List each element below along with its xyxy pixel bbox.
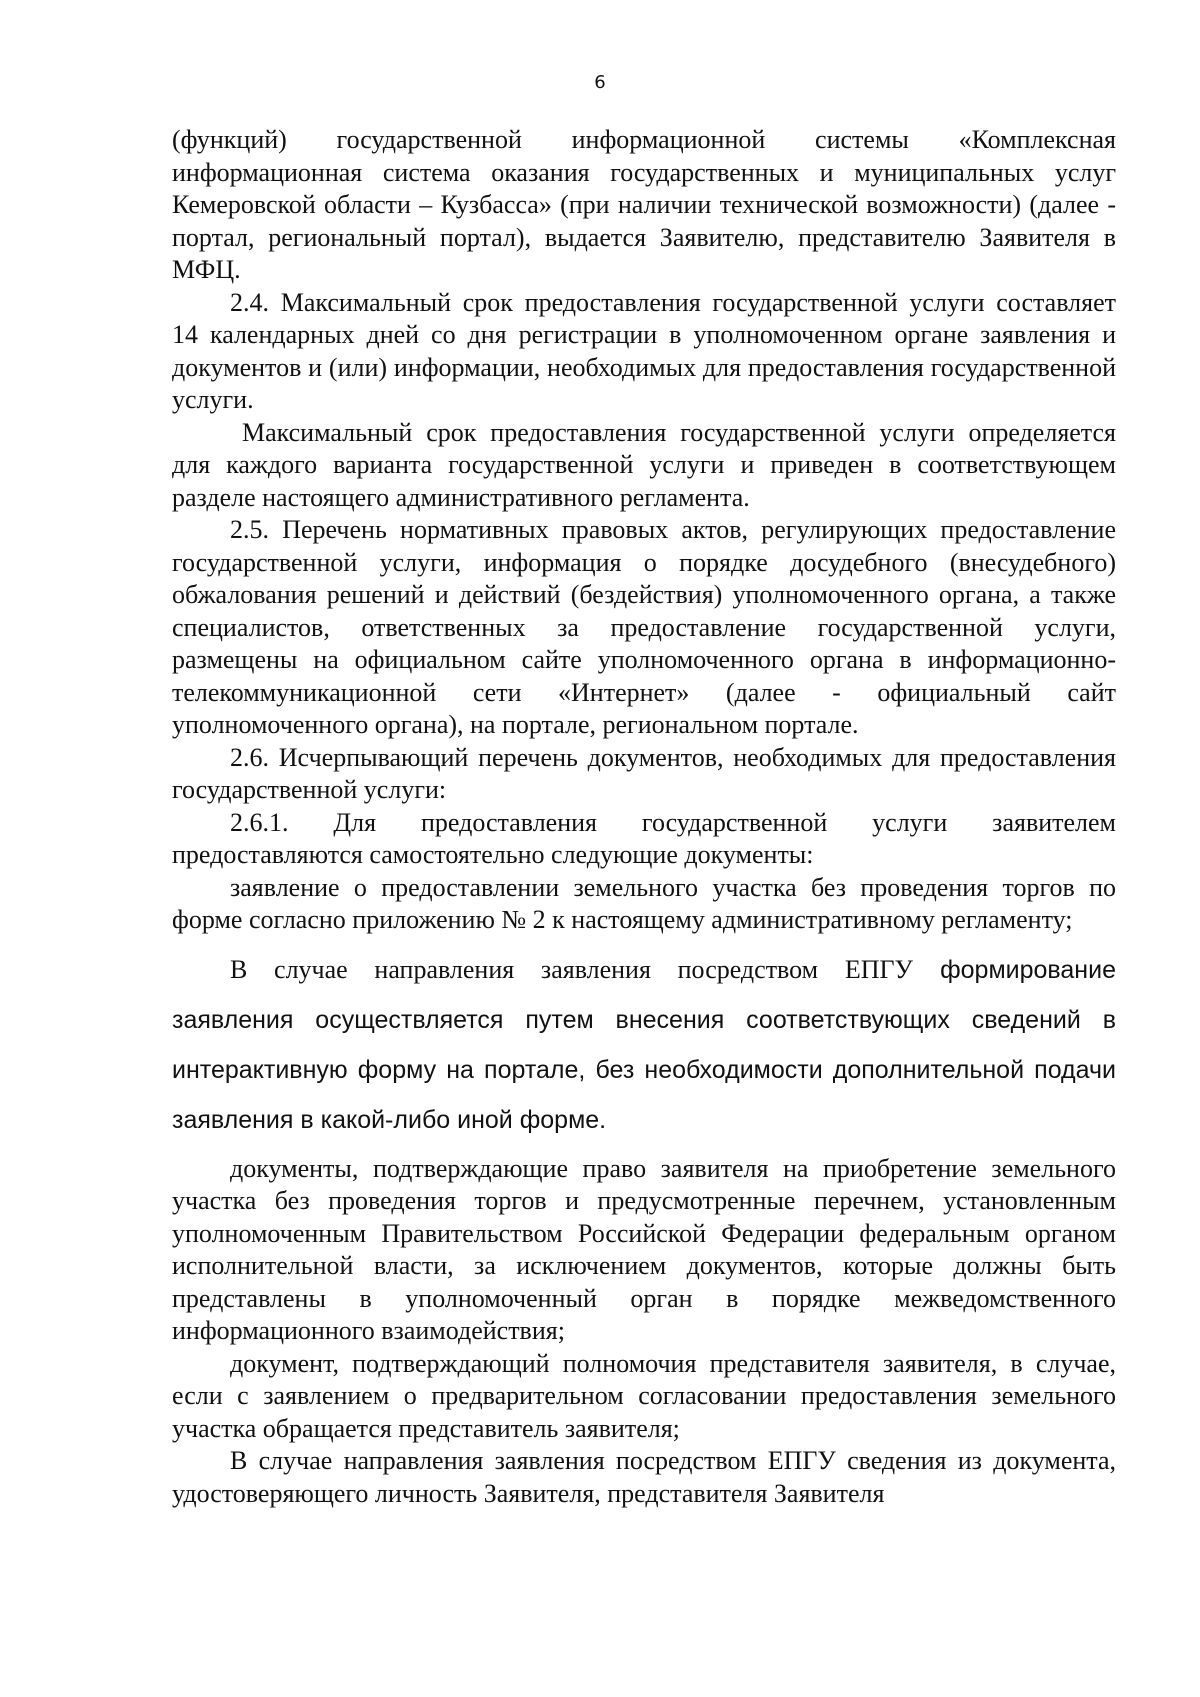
- paragraph-2-6-1: 2.6.1. Для предоставления государственной услуги заявителем предоставляются самостоятельно следующие документы:: [172, 807, 1116, 869]
- paragraph-authority-document: документ, подтверждающий полномочия представителя заявителя, в случае, если с заявлением о предварительном согласовании предоставления земельного участка обращается представитель заявителя;: [172, 1348, 1116, 1443]
- paragraph-2-6: 2.6. Исчерпывающий перечень документов, необходимых для предоставления государственной услуги:: [172, 742, 1116, 804]
- epgu-serif-part: В случае направления заявления посредством ЕПГУ: [230, 954, 913, 984]
- paragraph-2-4: 2.4. Максимальный срок предоставления государственной услуги составляет 14 календарных дней со дня регистрации в уполномоченном органе заявления и документов и (или) информации, необходимых для предоставления государственной услуги.: [172, 287, 1116, 414]
- document-body: [172, 124, 1116, 1510]
- paragraph-max-term: Максимальный срок предоставления государственной услуги определяется для каждого варианта государственной услуги и приведен в соответствующем разделе настоящего административного регламента.: [172, 417, 1116, 512]
- page-number: 6: [594, 72, 606, 93]
- paragraph-application: заявление о предоставлении земельного участка без проведения торгов по форме согласно приложению № 2 к настоящему административному регламенту;: [172, 872, 1116, 934]
- paragraph-epgu-application: [172, 945, 1116, 1145]
- paragraph-portal-continuation: (функций) государственной информационной системы «Комплексная информационная система оказания государственных и муниципальных услуг Кемеровской области – Кузбасса» (при наличии технической возможности) (далее - портал, региональный портал), выдается Заявителю, представителю Заявителя в МФЦ.: [172, 125, 1116, 284]
- paragraph-epgu-identity: В случае направления заявления посредством ЕПГУ сведения из документа, удостоверяющего личность Заявителя, представителя Заявителя: [172, 1446, 1116, 1508]
- paragraph-2-5: 2.5. Перечень нормативных правовых актов, регулирующих предоставление государственной услуги, информация о порядке досудебного (внесудебного) обжалования решений и действий (бездействия) уполномоченного органа, а также специалистов, ответственных за предоставление государственной услуги, размещены на официальном сайте уполномоченного органа в информационно-телекоммуникационной сети «Интернет» (далее - официальный сайт уполномоченного органа), на портале, региональном портале.: [172, 515, 1116, 739]
- epgu-sans-part: формирование заявления осуществляется путем внесения соответствующих сведений в интерактивную форму на портале, без необходимости дополнительной подачи заявления в какой-либо иной форме.: [172, 955, 1116, 1134]
- paragraph-rights-documents: документы, подтверждающие право заявителя на приобретение земельного участка без проведения торгов и предусмотренные перечнем, установленным уполномоченным Правительством Российской Федерации федеральным органом исполнительной власти, за исключением документов, которые должны быть представлены в уполномоченный орган в порядке межведомственного информационного взаимодействия;: [172, 1153, 1116, 1345]
- epgu-application-block: [172, 937, 1116, 1153]
